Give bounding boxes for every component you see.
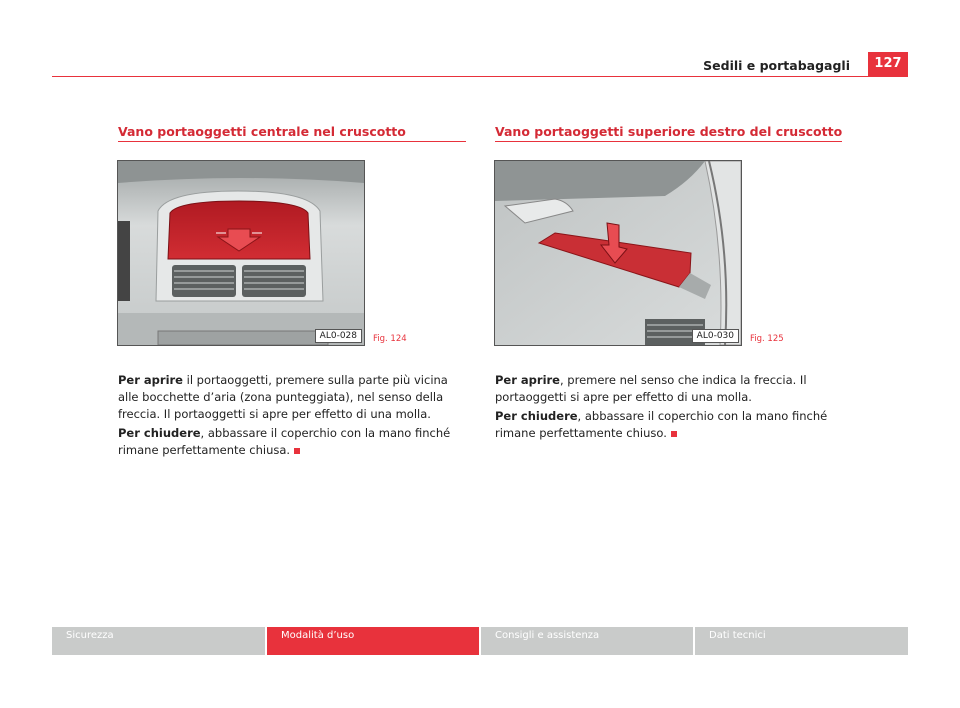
figure-center-storage (117, 160, 365, 346)
label-close: Per chiudere (495, 409, 578, 423)
right-section-title: Vano portaoggetti superiore destro del cruscotto (495, 124, 843, 139)
footer-tab-consigli-assistenza[interactable]: Consigli e assistenza (481, 627, 693, 655)
paragraph-close: Per chiudere, abbassare il coperchio con la mano finché rimane perfettamente chiusa. (118, 426, 451, 457)
footer-tab-modalita-uso[interactable]: Modalità d’uso (267, 627, 479, 655)
footer-tab-sicurezza[interactable]: Sicurezza (52, 627, 265, 655)
end-of-section-marker (671, 431, 677, 437)
figure-caption: Fig. 125 (750, 334, 784, 344)
right-section-rule (495, 141, 842, 142)
paragraph-close: Per chiudere, abbassare il coperchio con la mano finché rimane perfettamente chiuso. (495, 409, 828, 440)
figure-upper-right-storage (494, 160, 742, 346)
paragraph-open: Per aprire, premere nel senso che indica la freccia. Il portaoggetti si apre per effetto di una molla. (495, 373, 807, 404)
right-body-text (495, 372, 840, 444)
label-open: Per aprire (118, 373, 183, 387)
figure-caption: Fig. 124 (373, 334, 407, 344)
paragraph-open: Per aprire il portaoggetti, premere sulla parte più vicina alle bocchette d’aria (zona punteggiata), nel senso della freccia. Il portaoggetti si apre per effetto di una molla. (118, 373, 448, 421)
footer-tab-dati-tecnici[interactable]: Dati tecnici (695, 627, 908, 655)
header-rule (52, 76, 908, 77)
center-dashboard-illustration (118, 161, 364, 345)
figure-code-label: AL0-028 (315, 329, 362, 343)
left-section-title: Vano portaoggetti centrale nel cruscotto (118, 124, 406, 139)
left-body-text (118, 372, 458, 461)
end-of-section-marker (294, 448, 300, 454)
right-dashboard-illustration (495, 161, 741, 345)
page-number: 127 (868, 52, 908, 76)
figure-code-label: AL0-030 (692, 329, 739, 343)
label-open: Per aprire (495, 373, 560, 387)
label-close: Per chiudere (118, 426, 201, 440)
left-section-rule (118, 141, 466, 142)
running-header: Sedili e portabagagli (703, 58, 850, 73)
